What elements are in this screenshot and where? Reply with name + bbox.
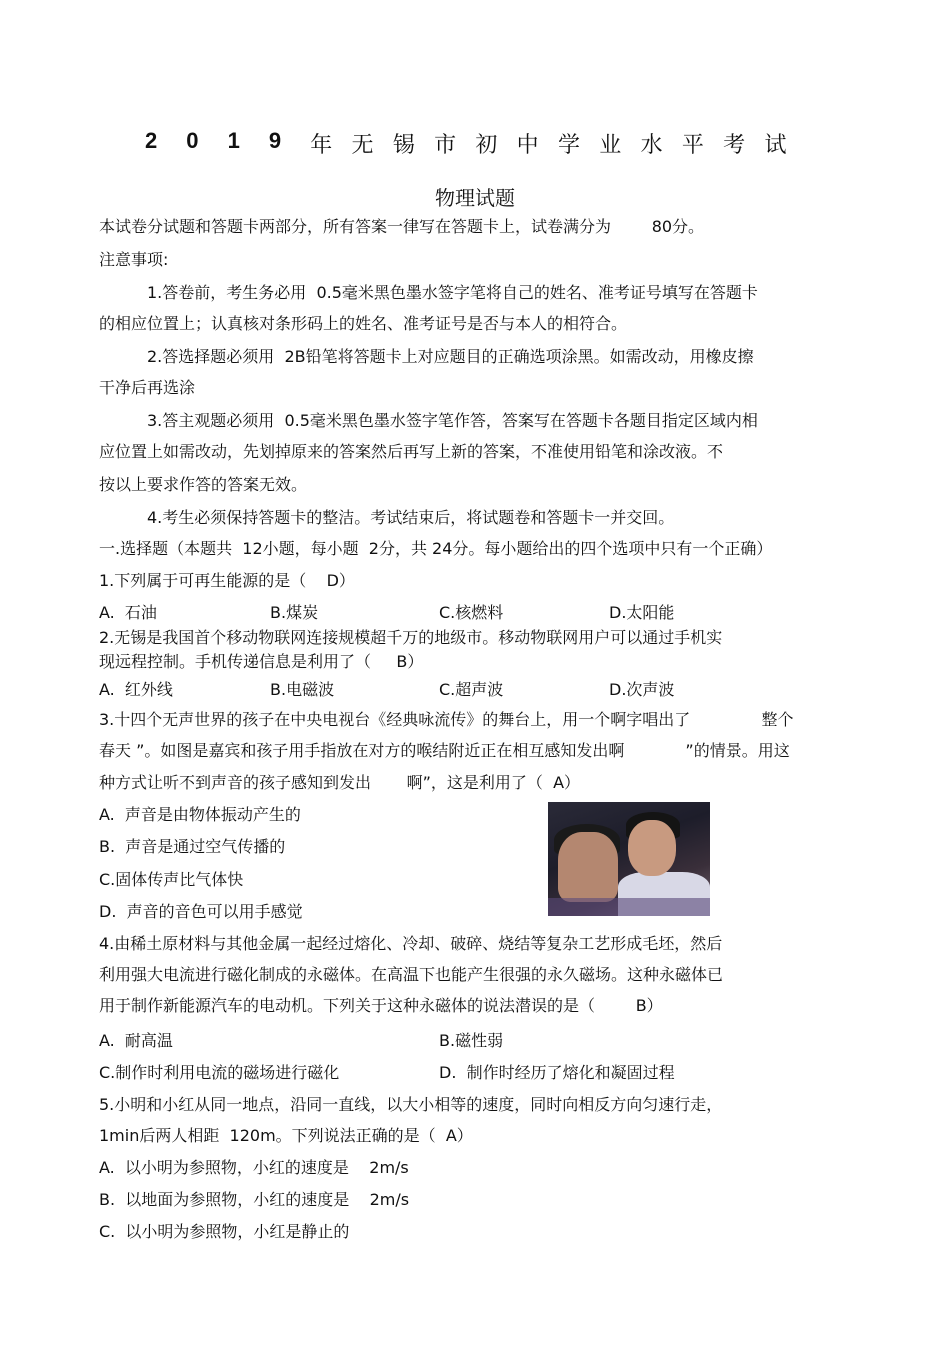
exam-title bbox=[0, 128, 950, 159]
option-b: B. 声音是通过空气传播的 bbox=[99, 837, 286, 856]
note-line: 1.答卷前，考生务必用 0.5毫米黑色墨水签字笔将自己的姓名、准考证号填写在答题卡 bbox=[147, 283, 758, 302]
option-d: D. 制作时经历了熔化和凝固过程 bbox=[439, 1063, 675, 1082]
question-4-stem: 4.由稀土原材料与其他金属一起经过熔化、冷却、破碎、烧结等复杂工艺形成毛坯，然后 bbox=[99, 934, 723, 953]
notes-heading: 注意事项: bbox=[99, 250, 169, 269]
option-c: C.制作时利用电流的磁场进行磁化 bbox=[99, 1063, 340, 1082]
section-heading: 一.选择题（本题共 12小题，每小题 2分，共 24分。每小题给出的四个选项中只有一个正确） bbox=[99, 539, 773, 558]
title-char: 年 bbox=[310, 133, 333, 158]
note-line: 2.答选择题必须用 2B铅笔将答题卡上对应题目的正确选项涂黑。如需改动，用橡皮擦 bbox=[147, 347, 754, 366]
option-a: A. 石油 bbox=[99, 603, 157, 622]
title-char: 考 bbox=[723, 133, 746, 158]
title-char: 1 bbox=[227, 128, 240, 153]
option-a: A. 红外线 bbox=[99, 680, 173, 699]
option-d: D.次声波 bbox=[609, 680, 675, 699]
option-b: B.磁性弱 bbox=[439, 1031, 504, 1050]
option-b: B. 以地面为参照物，小红的速度是 2m/s bbox=[99, 1190, 410, 1209]
note-line: 按以上要求作答的答案无效。 bbox=[99, 475, 308, 494]
title-char: 初 bbox=[475, 133, 498, 158]
question-4-stem: 用于制作新能源汽车的电动机。下列关于这种永磁体的说法潜误的是（ B） bbox=[99, 996, 663, 1015]
subtitle: 物理试题 bbox=[435, 186, 515, 210]
title-char: 学 bbox=[557, 133, 580, 158]
title-char: 市 bbox=[434, 133, 457, 158]
note-line: 应位置上如需改动，先划掉原来的答案然后再写上新的答案，不准使用铅笔和涂改液。不 bbox=[99, 442, 724, 461]
option-d: D.太阳能 bbox=[609, 603, 675, 622]
question-3-stem: 3.十四个无声世界的孩子在中央电视台《经典咏流传》的舞台上，用一个啊字唱出了 整个 bbox=[99, 710, 794, 729]
intro: 本试卷分试题和答题卡两部分，所有答案一律写在答题卡上，试卷满分为 80分。 bbox=[99, 217, 705, 236]
option-c: C.固体传声比气体快 bbox=[99, 870, 244, 889]
note-line: 的相应位置上；认真核对条形码上的姓名、准考证号是否与本人的相符合。 bbox=[99, 314, 628, 333]
title-char: 无 bbox=[351, 133, 374, 158]
title-char: 试 bbox=[764, 133, 787, 158]
option-a: A. 以小明为参照物，小红的速度是 2m/s bbox=[99, 1158, 409, 1177]
option-c: C. 以小明为参照物，小红是静止的 bbox=[99, 1222, 350, 1241]
question-1-stem: 1.下列属于可再生能源的是（ D） bbox=[99, 571, 355, 590]
option-c: C.核燃料 bbox=[439, 603, 504, 622]
title-char: 9 bbox=[268, 128, 282, 153]
title-char: 2 bbox=[145, 128, 158, 153]
note-line: 干净后再选涂 bbox=[99, 378, 196, 397]
title-char: 0 bbox=[186, 128, 199, 153]
option-b: B.煤炭 bbox=[270, 603, 319, 622]
question-5-stem: 5.小明和小红从同一地点，沿同一直线，以大小相等的速度，同时向相反方向匀速行走， bbox=[99, 1095, 723, 1114]
question-3-stem: 春天 ”。如图是嘉宾和孩子用手指放在对方的喉结附近正在相互感知发出啊 ”的情景。用这 bbox=[99, 741, 790, 760]
title-char: 水 bbox=[640, 133, 663, 158]
question-2-stem: 现远程控制。手机传递信息是利用了（ B） bbox=[99, 652, 424, 671]
question-3-stem: 种方式让听不到声音的孩子感知到发出 啊”，这是利用了（ A） bbox=[99, 773, 581, 792]
note-line: 3.答主观题必须用 0.5毫米黑色墨水签字笔作答，答案写在答题卡各题目指定区域内相 bbox=[147, 411, 758, 430]
stage-photo bbox=[548, 802, 710, 916]
option-c: C.超声波 bbox=[439, 680, 504, 699]
title-char: 锡 bbox=[392, 133, 415, 158]
note-line: 4.考生必须保持答题卡的整洁。考试结束后，将试题卷和答题卡一并交回。 bbox=[147, 508, 675, 527]
option-a: A. 耐高温 bbox=[99, 1031, 173, 1050]
question-2-stem: 2.无锡是我国首个移动物联网连接规模超千万的地级市。移动物联网用户可以通过手机实 bbox=[99, 628, 723, 647]
title-char: 中 bbox=[516, 133, 539, 158]
option-d: D. 声音的音色可以用手感觉 bbox=[99, 902, 303, 921]
question-4-stem: 利用强大电流进行磁化制成的永磁体。在高温下也能产生很强的永久磁场。这种永磁体已 bbox=[99, 965, 724, 984]
question-5-stem: 1min后两人相距 120m。下列说法正确的是（ A） bbox=[99, 1126, 473, 1145]
option-a: A. 声音是由物体振动产生的 bbox=[99, 805, 301, 824]
option-b: B.电磁波 bbox=[270, 680, 335, 699]
title-char: 平 bbox=[681, 133, 704, 158]
title-char: 业 bbox=[599, 133, 622, 158]
